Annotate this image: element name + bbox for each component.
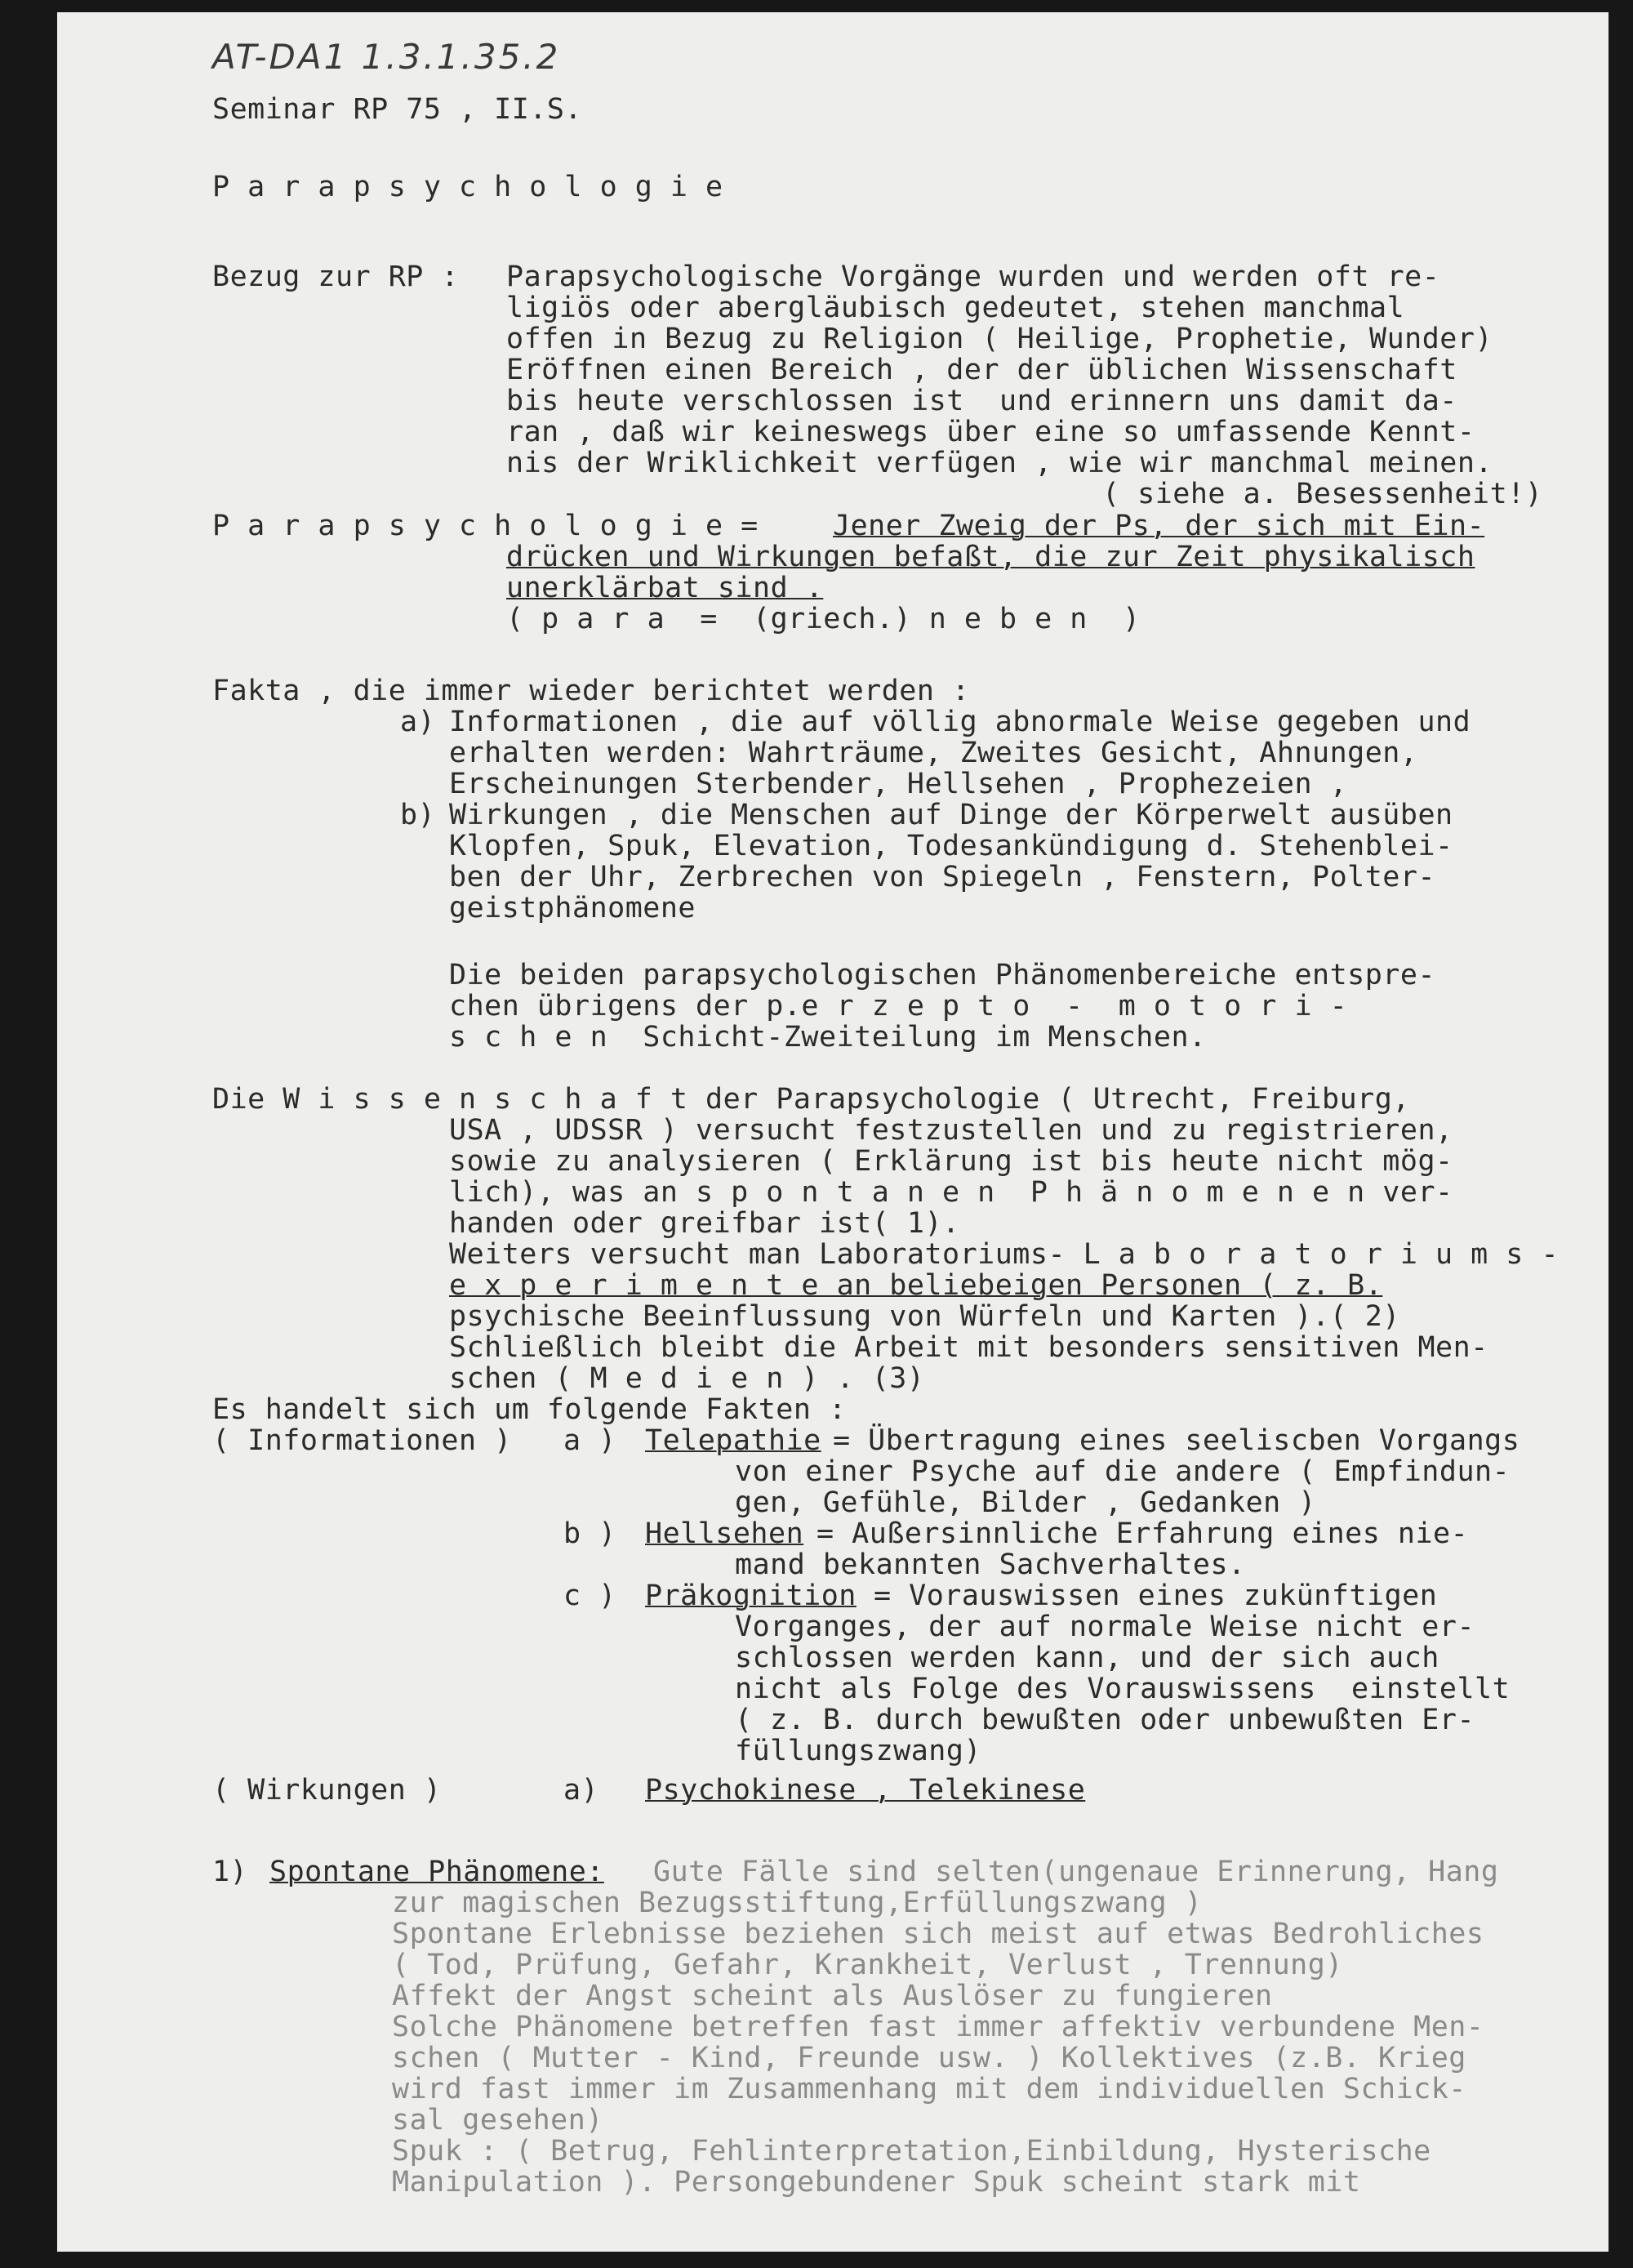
item-line: nicht als Folge des Vorauswissens einstellt [735,1673,1511,1705]
wissenschaft-line: handen oder greifbar ist( 1). [449,1207,960,1240]
group-label-informationen: ( Informationen ) [212,1424,512,1457]
wissenschaft-line: schen ( M e d i e n ) . (3) [449,1362,925,1395]
footnote-line: Spontane Erlebnisse beziehen sich meist auf etwas Bedrohliches [392,1918,1484,1950]
fakta-a-line: erhalten werden: Wahrträume, Zweites Gesicht, Ahnungen, [449,737,1418,769]
footnote-line: schen ( Mutter - Kind, Freunde usw. ) Kollektives (z.B. Krieg [392,2042,1466,2074]
footnote-line: Solche Phänomene betreffen fast immer affektiv verbundene Men- [392,2011,1484,2043]
item-line: gen, Gefühle, Bilder , Gedanken ) [735,1486,1316,1519]
effect-text: Psychokinese , Telekinese [645,1774,1086,1807]
item-line: = Übertragung eines seeliscben Vorgangs [833,1424,1520,1457]
wissenschaft-line: psychische Beeinflussung von Würfeln und Karten ).( 2) [449,1300,1400,1333]
footnote-line: ( Tod, Prüfung, Gefahr, Krankheit, Verlust , Trennung) [392,1949,1343,1981]
fakta-summary-line: Die beiden parapsychologischen Phänomenbereiche entspre- [449,959,1436,991]
footnote-marker: 1) [212,1856,248,1888]
bezug-line: ( siehe a. Besessenheit!) [1102,478,1543,510]
definition-line: unerklärbat sind . [506,572,824,604]
footnote-line: sal gesehen) [392,2104,603,2137]
item-line: = Vorauswissen eines zukünftigen [874,1580,1438,1612]
wissenschaft-line: USA , UDSSR ) versucht festzustellen und zu registrieren, [449,1114,1453,1147]
item-marker: b ) [563,1517,616,1550]
wissenschaft-line: Schließlich bleibt die Arbeit mit besonders sensitiven Men- [449,1331,1488,1364]
item-line: mand bekannten Sachverhaltes. [735,1548,1246,1581]
fakta-summary-line: s c h e n Schicht-Zweiteilung im Menschen. [449,1021,1207,1054]
seminar-header: Seminar RP 75 , II.S. [212,93,583,126]
bezug-line: Parapsychologische Vorgänge wurden und werden oft re- [506,261,1440,293]
document-page [57,12,1609,2252]
fakta-b-line: ben der Uhr, Zerbrechen von Spiegeln , Fenstern, Polter- [449,861,1436,893]
item-term-praekognition: Präkognition [645,1580,857,1612]
item-line: schlossen werden kann, und der sich auch [735,1642,1439,1674]
fakta-a-line: Informationen , die auf völlig abnormale Weise gegeben und [449,706,1471,738]
bezug-line: bis heute verschlossen ist und erinnern uns damit da- [506,385,1457,417]
fakta-b-line: geistphänomene [449,892,696,925]
bezug-line: nis der Wriklichkeit verfügen , wie wir manchmal meinen. [506,447,1493,479]
item-line: füllungszwang) [735,1735,982,1767]
group-label-wirkungen: ( Wirkungen ) [212,1774,442,1807]
definition-line: drücken und Wirkungen befaßt, die zur Zeit physikalisch [506,541,1475,573]
wissenschaft-line: Weiters versucht man Laboratoriums- L a b o r a t o r i u m s - [449,1238,1560,1271]
effect-marker: a) [563,1774,599,1807]
definition-etymology: ( p a r a = (griech.) n e b e n ) [506,603,1141,635]
footnote-term: Spontane Phänomene: [269,1856,604,1888]
item-line: ( z. B. durch bewußten oder unbewußten Er- [735,1704,1475,1736]
item-line: Vorganges, der auf normale Weise nicht er- [735,1611,1475,1643]
item-term-hellsehen: Hellsehen [645,1517,804,1550]
wissenschaft-line: e x p e r i m e n t e an beliebeigen Personen ( z. B. [449,1269,1383,1302]
wissenschaft-line: sowie zu analysieren ( Erklärung ist bis heute nicht mög- [449,1145,1453,1178]
footnote-line: wird fast immer im Zusammenhang mit dem individuellen Schick- [392,2073,1466,2105]
bezug-line: offen in Bezug zu Religion ( Heilige, Prophetie, Wunder) [506,323,1493,355]
definition-line: Jener Zweig der Ps, der sich mit Ein- [833,510,1485,542]
document-title: P a r a p s y c h o l o g i e [212,171,723,203]
bezug-line: Eröffnen einen Bereich , der der üblichen Wissenschaft [506,354,1457,386]
bezug-label: Bezug zur RP : [212,261,460,293]
item-term-telepathie: Telepathie [645,1424,821,1457]
item-marker: a ) [563,1424,616,1457]
footnote-line: Spuk : ( Betrug, Fehlinterpretation,Einbildung, Hysterische [392,2135,1431,2168]
fakta-b-line: Klopfen, Spuk, Elevation, Todesankündigung d. Stehenblei- [449,830,1453,862]
item-line: von einer Psyche auf die andere ( Empfindun- [735,1455,1511,1488]
fakten-intro: Es handelt sich um folgende Fakten : [212,1393,847,1426]
fakta-a-marker: a) [400,706,436,738]
bezug-line: ligiös oder abergläubisch gedeutet, stehen manchmal [506,292,1405,324]
footnote-line: Gute Fälle sind selten(ungenaue Erinnerung, Hang [653,1856,1499,1888]
fakta-b-marker: b) [400,799,436,831]
wissenschaft-line: Die W i s s e n s c h a f t der Parapsychologie ( Utrecht, Freiburg, [212,1083,1410,1116]
definition-label: P a r a p s y c h o l o g i e = [212,510,759,542]
wissenschaft-line: lich), was an s p o n t a n e n P h ä n o m e n e n ver- [449,1176,1453,1209]
fakta-a-line: Erscheinungen Sterbender, Hellsehen , Prophezeien , [449,768,1348,800]
fakta-b-line: Wirkungen , die Menschen auf Dinge der Körperwelt ausüben [449,799,1453,831]
footnote-line: zur magischen Bezugsstiftung,Erfüllungszwang ) [392,1887,1203,1919]
fakta-summary-line: chen übrigens der p.e r z e p t o - m o t o r i - [449,990,1348,1023]
footnote-line: Manipulation ). Persongebundener Spuk scheint stark mit [392,2166,1361,2199]
item-line: = Außersinnliche Erfahrung eines nie- [816,1517,1469,1550]
bezug-line: ran , daß wir keineswegs über eine so umfassende Kennt- [506,416,1475,448]
fakta-intro: Fakta , die immer wieder berichtet werden : [212,675,970,707]
item-marker: c ) [563,1580,616,1612]
archive-signature-mark: AT-DA1 1.3.1.35.2 [212,37,561,77]
footnote-line: Affekt der Angst scheint als Auslöser zu fungieren [392,1980,1273,2012]
